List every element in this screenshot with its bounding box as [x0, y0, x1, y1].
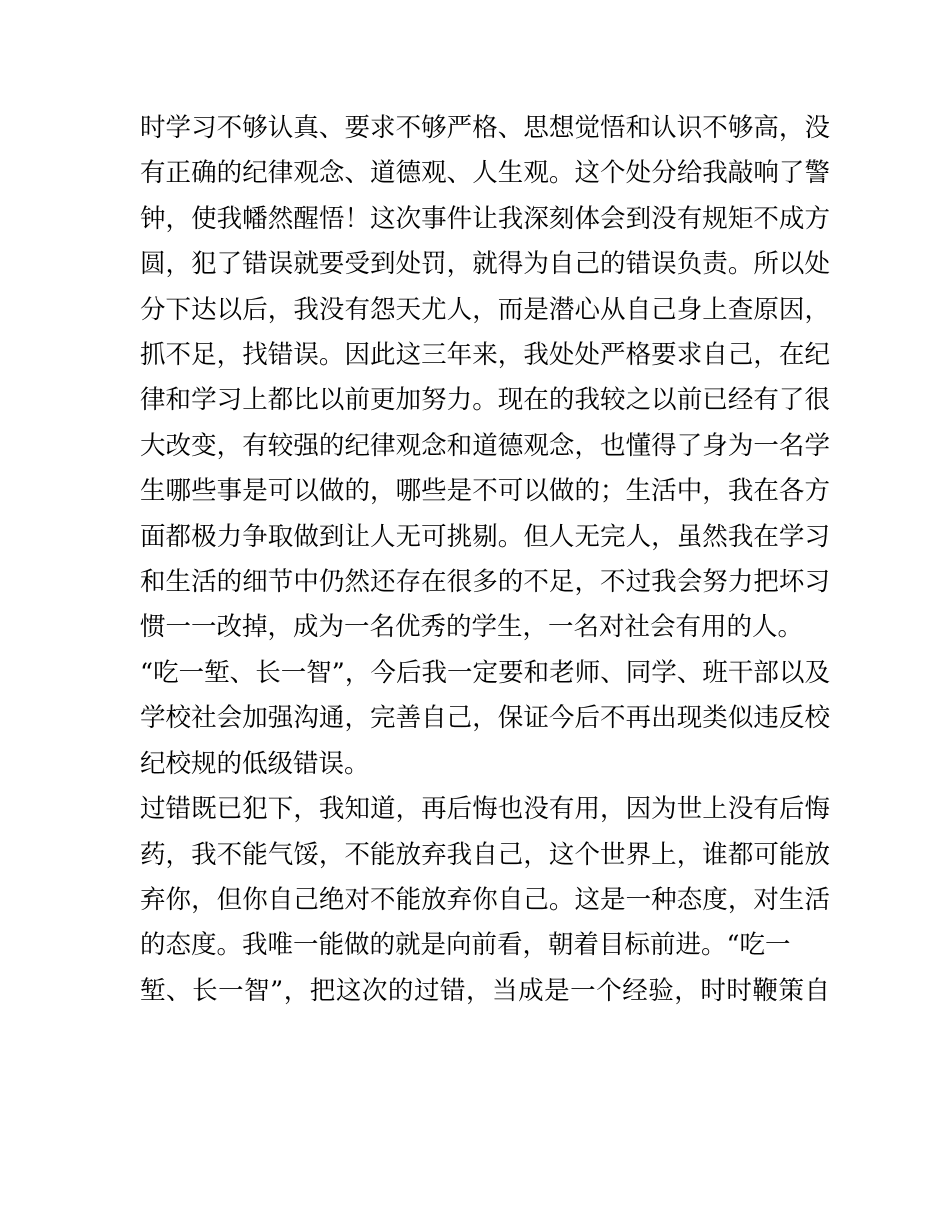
text-line-16: 过错既已犯下，我知道，再后悔也没有用，因为世上没有后悔 [140, 794, 830, 825]
text-line-6: 抓不足，找错误。因此这三年来，我处处严格要求自己，在纪 [140, 340, 830, 371]
text-line-18: 弃你，但你自己绝对不能放弃你自己。这是一种态度，对生活 [140, 884, 830, 915]
text-line-11: 和生活的细节中仍然还存在很多的不足，不过我会努力把坏习 [140, 567, 830, 598]
text-line-17: 药，我不能气馁，不能放弃我自己，这个世界上，谁都可能放 [140, 839, 830, 870]
text-line-19: 的态度。我唯一能做的就是向前看，朝着目标前进。“吃一 [140, 930, 791, 961]
text-line-12: 惯一一改掉，成为一名优秀的学生，一名对社会有用的人。 [140, 612, 804, 643]
text-line-15: 纪校规的低级错误。 [140, 748, 370, 779]
text-line-14: 学校社会加强沟通，完善自己，保证今后不再出现类似违反校 [140, 703, 830, 734]
text-line-9: 生哪些事是可以做的，哪些是不可以做的；生活中，我在各方 [140, 476, 830, 507]
text-line-1: 时学习不够认真、要求不够严格、思想觉悟和认识不够高，没 [140, 113, 830, 143]
text-line-8: 大改变，有较强的纪律观念和道德观念，也懂得了身为一名学 [140, 430, 830, 461]
text-line-7: 律和学习上都比以前更加努力。现在的我较之以前已经有了很 [140, 385, 830, 416]
text-line-10: 面都极力争取做到让人无可挑剔。但人无完人，虽然我在学习 [140, 521, 830, 552]
text-line-3: 钟，使我幡然醒悟！这次事件让我深刻体会到没有规矩不成方 [140, 203, 830, 234]
text-line-5: 分下达以后，我没有怨天尤人，而是潜心从自己身上查原因， [140, 294, 830, 325]
text-line-20: 堑、长一智”，把这次的过错，当成是一个经验，时时鞭策自 [140, 975, 830, 1006]
text-line-13: “吃一堑、长一智”，今后我一定要和老师、同学、班干部以及 [140, 657, 830, 688]
body-text [140, 106, 830, 1014]
text-line-2: 有正确的纪律观念、道德观、人生观。这个处分给我敲响了警 [140, 158, 830, 189]
text-line-4: 圆，犯了错误就要受到处罚，就得为自己的错误负责。所以处 [140, 249, 830, 280]
